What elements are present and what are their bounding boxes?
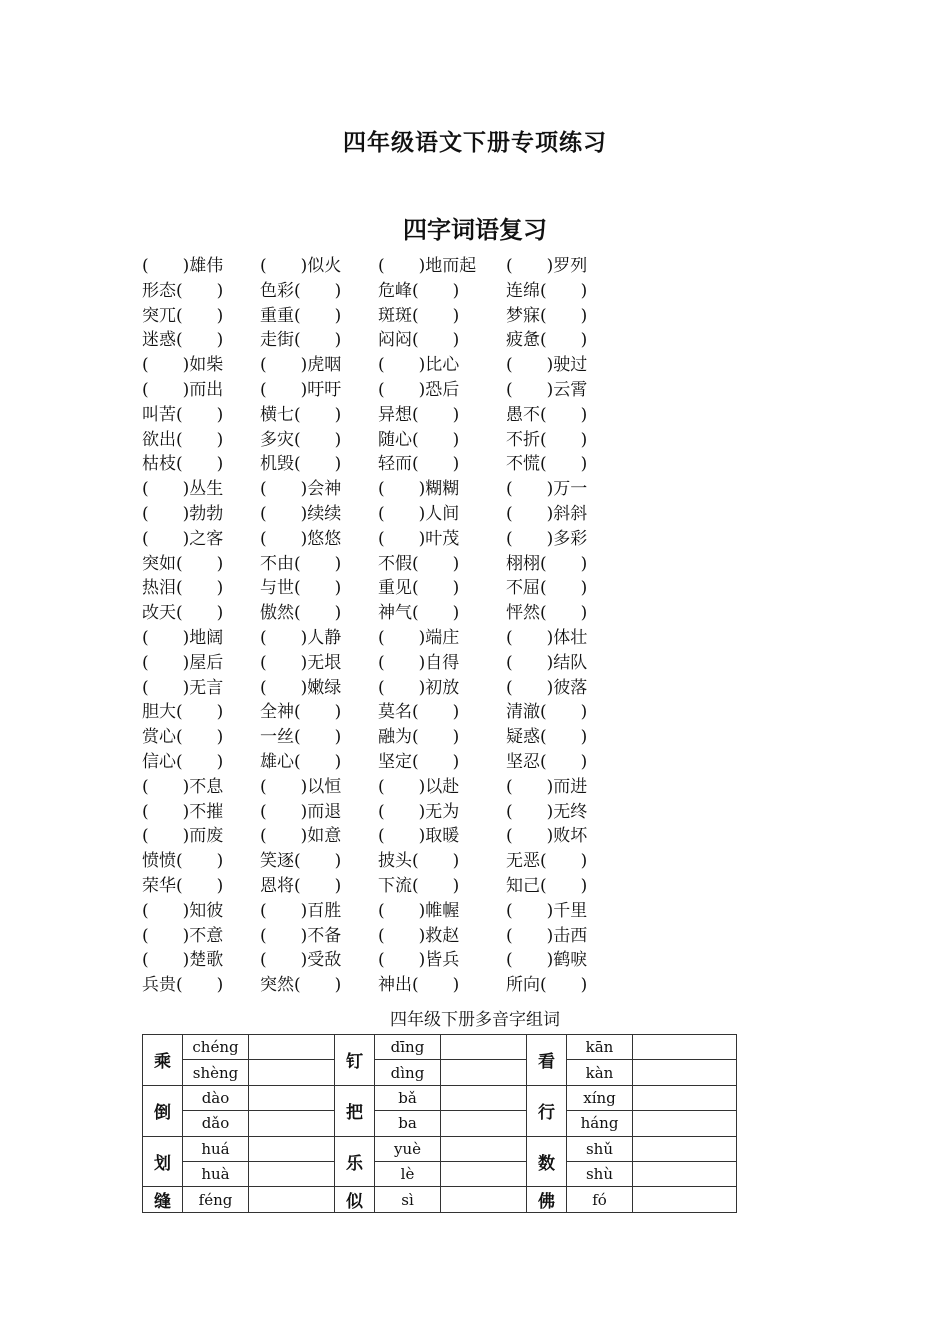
idiom-item[interactable]: ( )败坏 — [506, 826, 588, 847]
word-answer-cell[interactable] — [249, 1161, 335, 1186]
idiom-row — [142, 948, 662, 973]
pinyin-cell: dǎo — [183, 1111, 249, 1136]
pinyin-cell: féng — [183, 1187, 249, 1213]
idiom-item[interactable]: 傲然( ) — [260, 603, 342, 624]
idiom-item[interactable]: ( )以赴 — [378, 776, 460, 797]
idiom-row — [142, 552, 662, 577]
polyphone-char: 乐 — [335, 1136, 375, 1187]
idiom-item[interactable]: 笑逐( ) — [260, 851, 342, 872]
word-answer-cell[interactable] — [441, 1187, 527, 1213]
pinyin-cell: shù — [567, 1161, 633, 1186]
idiom-item[interactable]: ( )皆兵 — [378, 950, 460, 971]
polyphone-char: 钉 — [335, 1035, 375, 1086]
idiom-item[interactable]: 怦然( ) — [506, 603, 588, 624]
idiom-item[interactable]: 坚忍( ) — [506, 751, 588, 772]
idiom-item[interactable]: ( )自得 — [378, 652, 460, 673]
idiom-item[interactable]: ( )无终 — [506, 801, 588, 822]
word-answer-cell[interactable] — [633, 1187, 737, 1213]
idiom-row — [142, 576, 662, 601]
idiom-item[interactable]: 荣华( ) — [142, 875, 224, 896]
idiom-item[interactable]: ( )吁吁 — [260, 379, 342, 400]
idiom-item[interactable]: 突然( ) — [260, 975, 342, 996]
idiom-item[interactable]: ( )以恒 — [260, 776, 342, 797]
word-answer-cell[interactable] — [441, 1136, 527, 1161]
polyphone-char: 看 — [527, 1035, 567, 1086]
idiom-item[interactable]: 闷闷( ) — [378, 330, 460, 351]
idiom-item[interactable]: ( )不摧 — [142, 801, 224, 822]
idiom-item[interactable]: ( )人间 — [378, 503, 460, 524]
idiom-row — [142, 527, 662, 552]
idiom-item[interactable]: 赏心( ) — [142, 727, 224, 748]
pinyin-cell: fó — [567, 1187, 633, 1213]
idiom-row — [142, 254, 662, 279]
idiom-item[interactable]: ( )不息 — [142, 776, 224, 797]
pinyin-cell: kàn — [567, 1060, 633, 1085]
idiom-item[interactable]: 信心( ) — [142, 751, 224, 772]
polyphone-char: 倒 — [143, 1085, 183, 1136]
idiom-item[interactable]: ( )比心 — [378, 355, 460, 376]
idiom-row — [142, 750, 662, 775]
idiom-item[interactable]: 疑惑( ) — [506, 727, 588, 748]
idiom-item[interactable]: 一丝( ) — [260, 727, 342, 748]
idiom-item[interactable]: 愤愤( ) — [142, 851, 224, 872]
idiom-item[interactable]: 轻而( ) — [378, 454, 460, 475]
idiom-item[interactable]: 机毁( ) — [260, 454, 342, 475]
idiom-row — [142, 601, 662, 626]
polyphone-char: 行 — [527, 1085, 567, 1136]
polyphone-char: 数 — [527, 1136, 567, 1187]
word-answer-cell[interactable] — [633, 1136, 737, 1161]
pinyin-cell: dìng — [375, 1060, 441, 1085]
idiom-item[interactable]: ( )虎咽 — [260, 355, 342, 376]
idiom-item[interactable]: ( )多彩 — [506, 528, 588, 549]
idiom-item[interactable]: 横七( ) — [260, 404, 342, 425]
idiom-item[interactable]: ( )悠悠 — [260, 528, 342, 549]
pinyin-cell: ba — [375, 1111, 441, 1136]
polyphone-char: 佛 — [527, 1187, 567, 1213]
idiom-item[interactable]: ( )斜斜 — [506, 503, 588, 524]
idiom-item[interactable]: 所向( ) — [506, 975, 588, 996]
idiom-item[interactable]: 迷惑( ) — [142, 330, 224, 351]
table-row — [143, 1136, 737, 1161]
idiom-item[interactable]: ( )千里 — [506, 900, 588, 921]
idiom-item[interactable]: ( )如柴 — [142, 355, 224, 376]
word-answer-cell[interactable] — [441, 1060, 527, 1085]
pinyin-cell: dào — [183, 1085, 249, 1110]
pinyin-cell: yuè — [375, 1136, 441, 1161]
word-answer-cell[interactable] — [249, 1085, 335, 1110]
idiom-item[interactable]: ( )叶茂 — [378, 528, 460, 549]
idiom-row — [142, 651, 662, 676]
idiom-item[interactable]: ( )无言 — [142, 677, 224, 698]
idiom-item[interactable]: 融为( ) — [378, 727, 460, 748]
idiom-row — [142, 378, 662, 403]
idiom-item[interactable]: 知己( ) — [506, 875, 588, 896]
idiom-item[interactable]: ( )云霄 — [506, 379, 588, 400]
idiom-item[interactable]: 不屈( ) — [506, 578, 588, 599]
idiom-item[interactable]: ( )如意 — [260, 826, 342, 847]
table-row — [143, 1060, 737, 1085]
idiom-row — [142, 279, 662, 304]
idiom-row — [142, 353, 662, 378]
table-row — [143, 1187, 737, 1213]
table-row — [143, 1035, 737, 1060]
idiom-item[interactable]: 热泪( ) — [142, 578, 224, 599]
idiom-item[interactable]: 疲惫( ) — [506, 330, 588, 351]
document-title: 四年级语文下册专项练习 — [343, 130, 607, 156]
idiom-item[interactable]: ( )取暖 — [378, 826, 460, 847]
idiom-item[interactable]: ( )百胜 — [260, 900, 342, 921]
idiom-row — [142, 800, 662, 825]
idiom-row — [142, 428, 662, 453]
idiom-row — [142, 874, 662, 899]
pinyin-cell: chéng — [183, 1035, 249, 1060]
idiom-item[interactable]: 莫名( ) — [378, 702, 460, 723]
idiom-item[interactable]: ( )体壮 — [506, 627, 588, 648]
idiom-item[interactable]: ( )丛生 — [142, 479, 224, 500]
idiom-row — [142, 502, 662, 527]
idiom-item[interactable]: ( )彼落 — [506, 677, 588, 698]
idiom-item[interactable]: ( )之客 — [142, 528, 224, 549]
idiom-item[interactable]: ( )万一 — [506, 479, 588, 500]
word-answer-cell[interactable] — [249, 1187, 335, 1213]
idiom-row — [142, 676, 662, 701]
idiom-item[interactable]: 神气( ) — [378, 603, 460, 624]
pinyin-cell: xíng — [567, 1085, 633, 1110]
idiom-item[interactable]: ( )地阔 — [142, 627, 224, 648]
idiom-row — [142, 725, 662, 750]
idiom-item[interactable]: 披头( ) — [378, 851, 460, 872]
word-answer-cell[interactable] — [441, 1161, 527, 1186]
polyphone-char: 划 — [143, 1136, 183, 1187]
idiom-item[interactable]: 雄心( ) — [260, 751, 342, 772]
idiom-item[interactable]: 与世( ) — [260, 578, 342, 599]
word-answer-cell[interactable] — [249, 1035, 335, 1060]
idiom-item[interactable]: 重见( ) — [378, 578, 460, 599]
pinyin-cell: kān — [567, 1035, 633, 1060]
idiom-item[interactable]: 神出( ) — [378, 975, 460, 996]
table-row — [143, 1085, 737, 1110]
idiom-item[interactable]: ( )知彼 — [142, 900, 224, 921]
idiom-row — [142, 775, 662, 800]
idiom-item[interactable]: 连绵( ) — [506, 280, 588, 301]
idiom-item[interactable]: 兵贵( ) — [142, 975, 224, 996]
word-answer-cell[interactable] — [633, 1111, 737, 1136]
pinyin-cell: dīng — [375, 1035, 441, 1060]
idiom-row — [142, 452, 662, 477]
idiom-item[interactable]: ( )似火 — [260, 256, 342, 276]
idiom-item[interactable]: ( )屋后 — [142, 652, 224, 673]
idiom-item[interactable]: 形态( ) — [142, 280, 224, 301]
idiom-item[interactable]: ( )帷幄 — [378, 900, 460, 921]
idiom-item[interactable]: 改天( ) — [142, 603, 224, 624]
idiom-item[interactable]: 不折( ) — [506, 429, 588, 450]
idiom-item[interactable]: ( )救赵 — [378, 925, 460, 946]
idiom-item[interactable]: ( )勃勃 — [142, 503, 224, 524]
idiom-row — [142, 403, 662, 428]
idiom-item[interactable]: ( )罗列 — [506, 256, 588, 276]
idiom-item[interactable]: ( )糊糊 — [378, 479, 460, 500]
idiom-item[interactable]: ( )受敌 — [260, 950, 342, 971]
idiom-item[interactable]: ( )人静 — [260, 627, 342, 648]
idiom-item[interactable]: ( )而进 — [506, 776, 588, 797]
word-answer-cell[interactable] — [441, 1085, 527, 1110]
table-row — [143, 1111, 737, 1136]
idiom-item[interactable]: 叫苦( ) — [142, 404, 224, 425]
idiom-item[interactable]: ( )端庄 — [378, 627, 460, 648]
idiom-item[interactable]: ( )雄伟 — [142, 256, 224, 276]
idiom-item[interactable]: 多灾( ) — [260, 429, 342, 450]
idiom-item[interactable]: ( )会神 — [260, 479, 342, 500]
idiom-item[interactable]: 随心( ) — [378, 429, 460, 450]
word-answer-cell[interactable] — [633, 1060, 737, 1085]
idiom-row — [142, 626, 662, 651]
word-answer-cell[interactable] — [249, 1111, 335, 1136]
idiom-item[interactable]: 全神( ) — [260, 702, 342, 723]
polyphone-char: 缝 — [143, 1187, 183, 1213]
idiom-item[interactable]: 异想( ) — [378, 404, 460, 425]
idiom-item[interactable]: ( )而出 — [142, 379, 224, 400]
idiom-item[interactable]: ( )击西 — [506, 925, 588, 946]
idiom-item[interactable]: 斑斑( ) — [378, 305, 460, 326]
section-title: 四字词语复习 — [403, 216, 547, 244]
polyphone-char: 似 — [335, 1187, 375, 1213]
idiom-item[interactable]: 清澈( ) — [506, 702, 588, 723]
idiom-row — [142, 477, 662, 502]
idiom-row — [142, 328, 662, 353]
word-answer-cell[interactable] — [633, 1085, 737, 1110]
idiom-exercise-grid — [142, 254, 662, 998]
idiom-item[interactable]: 下流( ) — [378, 875, 460, 896]
pinyin-cell: huà — [183, 1161, 249, 1186]
idiom-item[interactable]: ( )嫩绿 — [260, 677, 342, 698]
word-answer-cell[interactable] — [633, 1161, 737, 1186]
idiom-row — [142, 304, 662, 329]
idiom-item[interactable]: ( )地而起 — [378, 256, 477, 276]
idiom-item[interactable]: 坚定( ) — [378, 751, 460, 772]
idiom-item[interactable]: ( )初放 — [378, 677, 460, 698]
pinyin-cell: lè — [375, 1161, 441, 1186]
idiom-item[interactable]: ( )不备 — [260, 925, 342, 946]
idiom-item[interactable]: ( )无为 — [378, 801, 460, 822]
idiom-item[interactable]: ( )而退 — [260, 801, 342, 822]
idiom-item[interactable]: 愚不( ) — [506, 404, 588, 425]
idiom-item[interactable]: 重重( ) — [260, 305, 342, 326]
idiom-item[interactable]: 梦寐( ) — [506, 305, 588, 326]
pinyin-cell: sì — [375, 1187, 441, 1213]
polyphone-table — [142, 1034, 737, 1213]
idiom-row — [142, 924, 662, 949]
word-answer-cell[interactable] — [633, 1035, 737, 1060]
idiom-row — [142, 849, 662, 874]
idiom-item[interactable]: ( )续续 — [260, 503, 342, 524]
polyphone-char: 把 — [335, 1085, 375, 1136]
idiom-item[interactable]: 无恶( ) — [506, 851, 588, 872]
idiom-item[interactable]: 突兀( ) — [142, 305, 224, 326]
pinyin-cell: bǎ — [375, 1085, 441, 1110]
idiom-item[interactable]: ( )恐后 — [378, 379, 460, 400]
idiom-item[interactable]: 色彩( ) — [260, 280, 342, 301]
idiom-item[interactable]: 枯枝( ) — [142, 454, 224, 475]
idiom-item[interactable]: 恩将( ) — [260, 875, 342, 896]
idiom-item[interactable]: ( )无垠 — [260, 652, 342, 673]
idiom-item[interactable]: ( )鹤唳 — [506, 950, 588, 971]
idiom-item[interactable]: 栩栩( ) — [506, 553, 588, 574]
word-answer-cell[interactable] — [441, 1035, 527, 1060]
idiom-row — [142, 824, 662, 849]
word-answer-cell[interactable] — [249, 1136, 335, 1161]
polyphone-char: 乘 — [143, 1035, 183, 1086]
idiom-item[interactable]: ( )不意 — [142, 925, 224, 946]
idiom-item[interactable]: 欲出( ) — [142, 429, 224, 450]
pinyin-cell: háng — [567, 1111, 633, 1136]
idiom-item[interactable]: 胆大( ) — [142, 702, 224, 723]
idiom-item[interactable]: 走街( ) — [260, 330, 342, 351]
word-answer-cell[interactable] — [441, 1111, 527, 1136]
idiom-row — [142, 899, 662, 924]
idiom-row — [142, 973, 662, 998]
idiom-item[interactable]: 危峰( ) — [378, 280, 460, 301]
idiom-item[interactable]: 不假( ) — [378, 553, 460, 574]
table-row — [143, 1161, 737, 1186]
pinyin-cell: huá — [183, 1136, 249, 1161]
idiom-item[interactable]: ( )而废 — [142, 826, 224, 847]
idiom-item[interactable]: 不由( ) — [260, 553, 342, 574]
idiom-item[interactable]: 不慌( ) — [506, 454, 588, 475]
table-title: 四年级下册多音字组词 — [390, 1010, 560, 1030]
idiom-item[interactable]: ( )楚歌 — [142, 950, 224, 971]
pinyin-cell: shèng — [183, 1060, 249, 1085]
idiom-item[interactable]: 突如( ) — [142, 553, 224, 574]
idiom-item[interactable]: ( )驶过 — [506, 355, 588, 376]
pinyin-cell: shǔ — [567, 1136, 633, 1161]
idiom-row — [142, 700, 662, 725]
idiom-item[interactable]: ( )结队 — [506, 652, 588, 673]
word-answer-cell[interactable] — [249, 1060, 335, 1085]
